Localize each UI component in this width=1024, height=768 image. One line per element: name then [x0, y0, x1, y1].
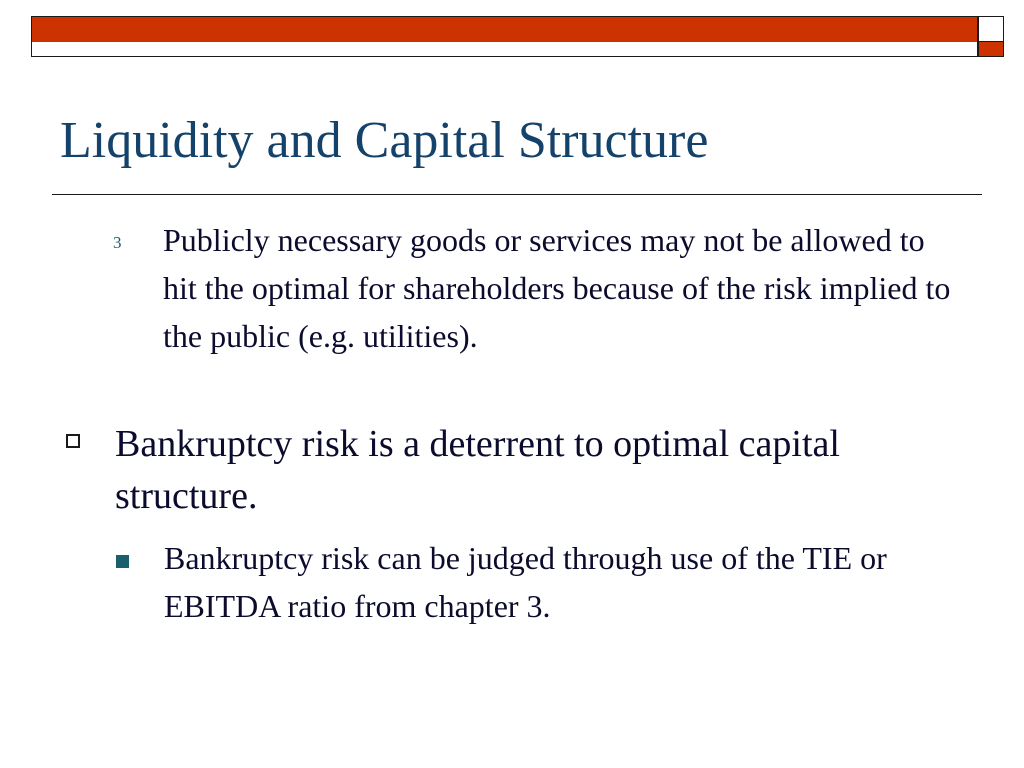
filled-square-bullet-icon: [116, 555, 129, 568]
top-decorative-band: [31, 16, 978, 57]
title-underline: [52, 194, 982, 195]
sub-bullet-text: Bankruptcy risk can be judged through use of the TIE or EBITDA ratio from chapter 3.: [164, 540, 887, 624]
corner-decorative-box-white: [978, 16, 1004, 42]
main-bullet-text: Bankruptcy risk is a deterrent to optimal capital structure.: [115, 423, 840, 517]
slide-title: Liquidity and Capital Structure: [60, 112, 709, 169]
hollow-square-bullet-icon: [66, 434, 80, 448]
numeric-bullet-icon: 3: [113, 233, 122, 252]
sub-bullet-text: Publicly necessary goods or services may not be allowed to hit the optimal for shareholders because of the risk implied to the public (e.g. utilities).: [163, 222, 951, 354]
top-band-red-fill: [32, 17, 977, 42]
corner-decorative-box-red: [978, 41, 1004, 57]
